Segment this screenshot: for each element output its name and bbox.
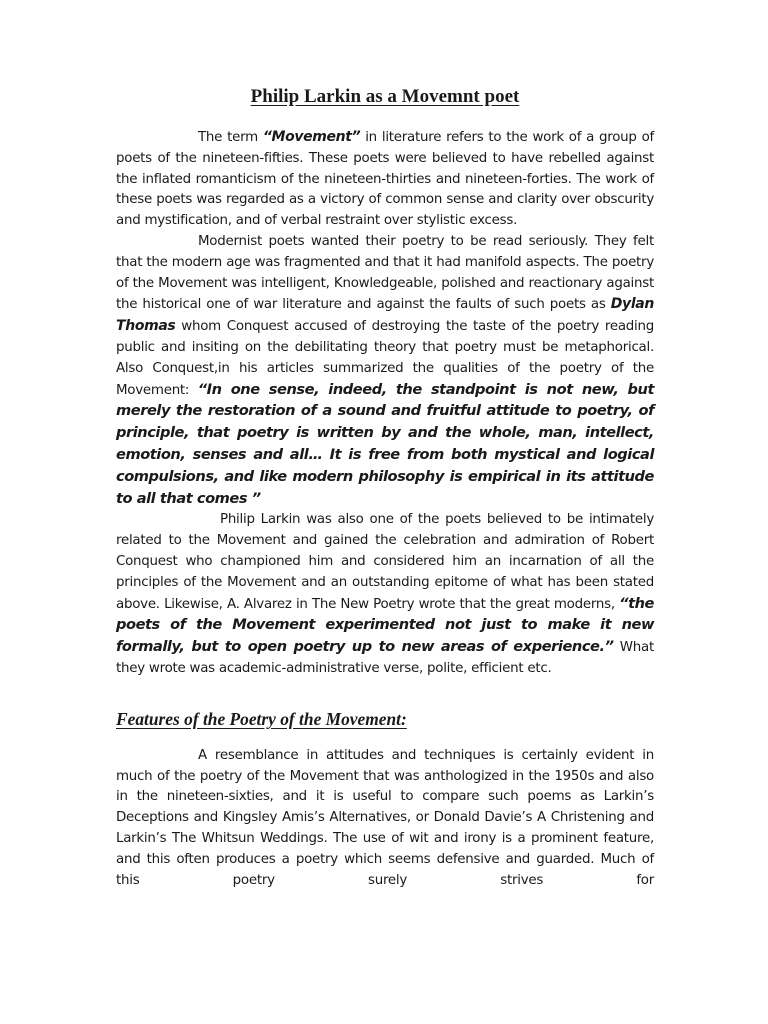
alvarez-quote: “the poets of the Movement experimented not just to make it new formally, but to open poetry up to new areas of experience.”: [116, 594, 654, 656]
section-heading-text: Features of the Poetry of the Movement: [116, 708, 401, 729]
modernist-text-1: Modernist poets wanted their poetry to be read seriously. They felt that the modern age was fragmented and that it had manifold aspects. The poetry of the Movement was intelligent, Knowledgeable, polished and reactionary against the historical one of war literature and against the faults of such poets as: [116, 233, 654, 313]
movement-term: “Movement”: [262, 129, 361, 145]
modernist-text-2: whom Conquest accused of destroying the taste of the poetry reading public and insiting on the debilitating theory that poetry must be metaphorical. Also Conquest,in his articles summarized the qualities of the poetry of the Movement:: [116, 319, 654, 398]
intro-rest: in literature refers to the work of a group of poets of the nineteen-fifties. These poets were believed to have rebelled against the inflated romanticism of the nineteen-thirties and nineteen-forties. The work of these poets was regarded as a victory of common sense and clarity over obscurity and mystification, and of verbal restraint over stylistic excess.: [116, 130, 654, 229]
dylan-thomas-name: Dylan Thomas: [116, 296, 654, 335]
document-page: [116, 85, 654, 891]
conquest-quote: “In one sense, indeed, the standpoint is not new, but merely the restoration of a sound and fruitful attitude to poetry, of principle, that poetry is written by and the whole, man, intellect, emotion, senses and all… It is free from both mystical and logical compulsions, and like modern philosophy is empirical in its attitude to all that comes ”: [116, 380, 655, 507]
paragraph-intro: [116, 127, 654, 232]
larkin-text-1: Philip Larkin was also one of the poets believed to be intimately related to the Movement and gained the celebration and admiration of Robert Conquest who championed him and considered him an incarnation of all the principles of the Movement and an outstanding epitome of what has been stated above. Likewise, A. Alvarez in The New Poetry wrote that the great moderns,: [116, 512, 654, 612]
paragraph-larkin: [116, 510, 654, 679]
intro-lead: The term: [198, 130, 263, 145]
paragraph-features: A resemblance in attitudes and techniques is certainly evident in much of the poetry of the Movement that was anthologized in the 1950s and also in the nineteen-sixties, and it is useful to compare such poems as Larkin’s Deceptions and Kingsley Amis’s Alternatives, or Donald Davie’s A Christening and Larkin’s The Whitsun Weddings. The use of wit and irony is a prominent feature, and this often produces a poetry which seems defensive and guarded. Much of this poetry surely strives for: [116, 747, 654, 888]
section-heading-colon: :: [400, 708, 407, 729]
larkin-text-2: What they wrote was academic-administrative verse, polite, efficient etc.: [116, 640, 654, 676]
page-title: Philip Larkin as a Movemnt poet: [250, 86, 520, 107]
section-heading: [116, 708, 654, 730]
paragraph-modernist: [116, 232, 654, 510]
